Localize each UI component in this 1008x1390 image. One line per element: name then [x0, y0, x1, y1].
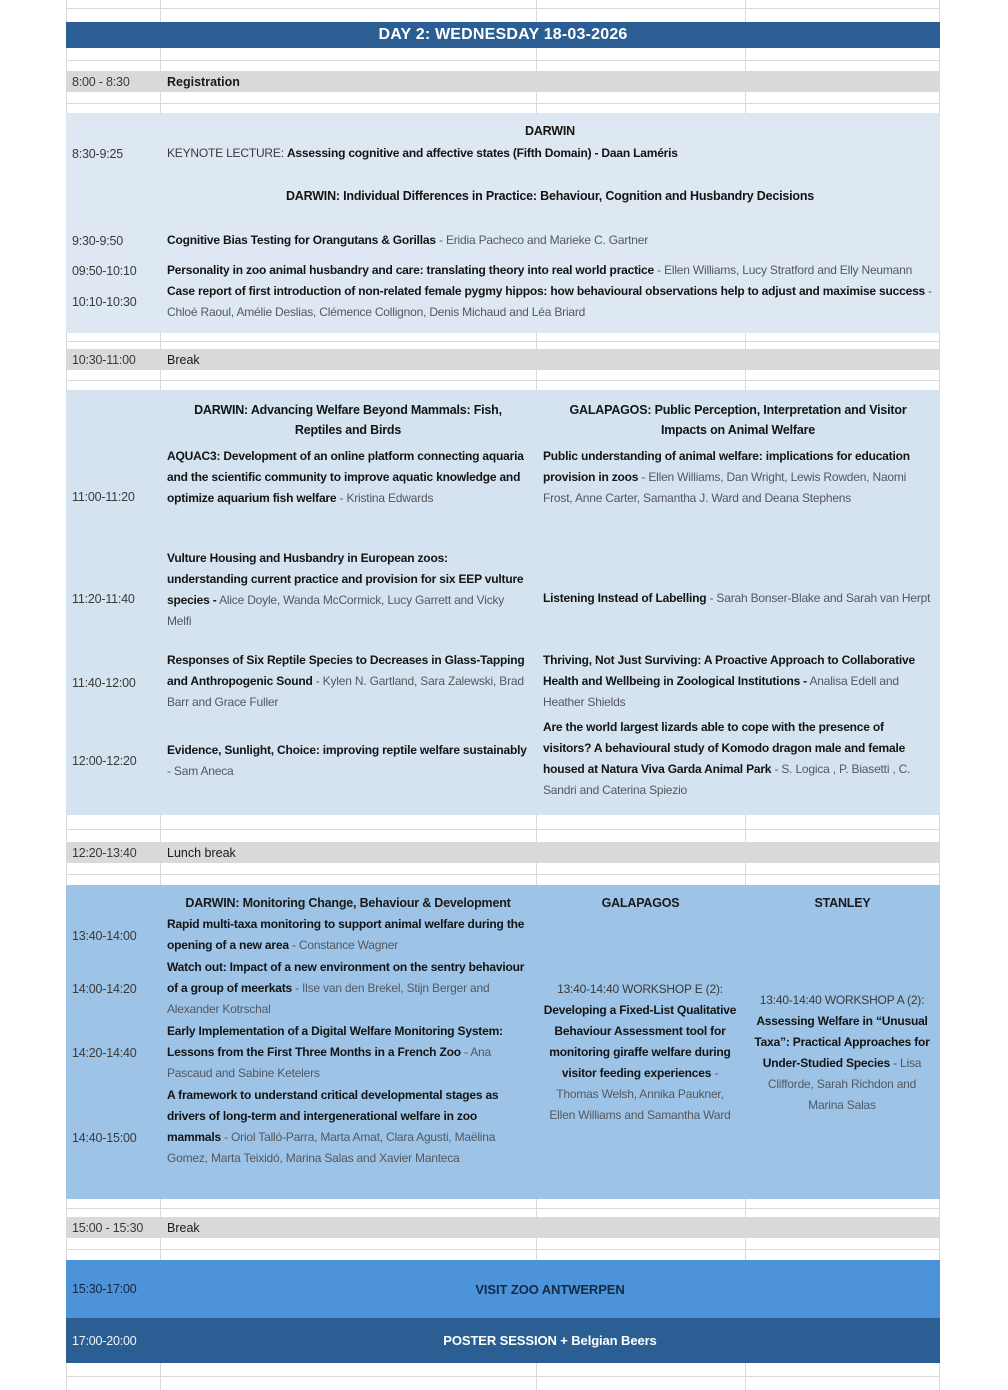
talk-row: [66, 650, 940, 716]
grid-spacer-top-2: [66, 9, 940, 22]
workshop-title: Developing a Fixed-List Qualitative Behaviour Assessment tool for monitoring giraffe welfare during visitor feeding experiences: [543, 1003, 737, 1080]
room-name-stanley: STANLEY: [814, 896, 871, 910]
talk-title: Are the world largest lizards able to cope with the presence of visitors? A behavioural study of Komodo dragon male and female housed at Natura Viva Garda Animal Park: [543, 720, 906, 776]
time-cell: 09:50-10:10: [72, 263, 137, 278]
session-headers-row: [66, 400, 940, 440]
talk-galapagos: [536, 650, 940, 716]
time-cell: 10:10-10:30: [72, 295, 137, 309]
grid-spacer: [66, 1238, 940, 1260]
day-header-banner: [66, 22, 940, 48]
break-row-afternoon: [66, 1217, 940, 1238]
time-cell: 15:30-17:00: [72, 1282, 137, 1296]
workshop-prefix: 13:40-14:40 WORKSHOP A (2):: [759, 992, 925, 1007]
talk-row: [66, 717, 940, 805]
grid-spacer: [66, 333, 940, 349]
talk-darwin: [160, 957, 536, 1021]
time-cell: 8:30-9:25: [72, 146, 124, 161]
grid-spacer-top-1: [66, 0, 940, 9]
talk-authors: - Ellen Williams, Lucy Stratford and Elly Neumann: [657, 263, 913, 277]
session-title-individual-differences: DARWIN: Individual Differences in Practice: Behaviour, Cognition and Husbandry Decisions: [285, 189, 815, 203]
talk-authors: - Oriol Talló-Parra, Marta Amat, Clara Agusti, Maëlina Gomez, Marta Teixidó, Marina Salas and Xavier Manteca: [167, 1130, 496, 1165]
time-cell: 14:00-14:20: [72, 982, 137, 996]
poster-session-label: POSTER SESSION + Belgian Beers: [443, 1333, 657, 1348]
talk-title: Rapid multi-taxa monitoring to support animal welfare during the opening of a new area: [167, 917, 525, 952]
time-cell: 10:30-11:00: [72, 352, 136, 367]
keynote-row: [66, 143, 940, 164]
time-cell: 14:40-15:00: [72, 1131, 137, 1145]
workshop-prefix: 13:40-14:40 WORKSHOP E (2):: [557, 982, 723, 996]
workshop-authors: - Thomas Welsh, Annika Paukner, Ellen Williams and Samantha Ward: [549, 1066, 731, 1122]
time-cell: 13:40-14:00: [72, 928, 137, 943]
talk-authors: - Kristina Edwards: [339, 491, 434, 505]
grid-spacer: [66, 1199, 940, 1217]
grid-spacer: [66, 48, 940, 71]
talk-authors: - Sarah Bonser-Blake and Sarah van Herpt: [709, 591, 931, 605]
talk-title: A framework to understand critical developmental stages as drivers of long-term and intergenerational welfare in zoo mammals: [167, 1088, 499, 1144]
room-name-darwin: DARWIN: [525, 124, 575, 138]
break-label: Break: [167, 1220, 200, 1235]
talk-row: [66, 281, 940, 323]
room-name-galapagos: GALAPAGOS: [601, 896, 680, 910]
visit-zoo-row: [66, 1260, 940, 1318]
talk-darwin: [160, 650, 536, 716]
time-cell: 15:00 - 15:30: [72, 1220, 144, 1235]
afternoon-sessions-block: [66, 885, 940, 1199]
grid-spacer-bottom-2: [66, 1377, 940, 1390]
time-cell: 8:00 - 8:30: [72, 74, 130, 89]
talk-authors: - Chloé Raoul, Amélie Deslias, Clémence Collignon, Denis Michaud and Léa Briard: [167, 284, 932, 319]
page-title: DAY 2: WEDNESDAY 18-03-2026: [378, 26, 628, 43]
morning-keynote-block: [66, 113, 940, 333]
workshop-a-cell: [745, 914, 940, 1191]
grid-spacer: [66, 92, 940, 113]
break-label: Break: [167, 352, 200, 367]
break-row-morning: [66, 349, 940, 370]
talk-title: Vulture Housing and Husbandry in European zoos: understanding current practice and provision for six EEP vulture species -: [167, 551, 524, 607]
time-cell: 17:00-20:00: [72, 1333, 137, 1348]
time-cell: 11:40-12:00: [72, 676, 136, 690]
visit-zoo-label: VISIT ZOO ANTWERPEN: [475, 1281, 625, 1297]
talk-row: [66, 446, 940, 547]
talk-title: Case report of first introduction of non-related female pygmy hippos: how behavioural observations help to adjust and maximise success: [167, 284, 926, 298]
talk-darwin: [160, 548, 536, 649]
workshop-e-cell: [536, 914, 745, 1191]
time-cell: 12:00-12:20: [72, 754, 137, 768]
talk-title: Personality in zoo animal husbandry and care: translating theory into real world practice: [167, 263, 654, 277]
registration-row: [66, 71, 940, 92]
talk-galapagos: [536, 446, 940, 547]
talk-row: [66, 230, 940, 251]
talk-darwin: [160, 446, 536, 547]
talk-authors: - Sam Aneca: [167, 764, 234, 778]
talk-authors: - Ellen Williams, Dan Wright, Lewis Rowden, Naomi Frost, Anne Carter, Samantha J. Ward and Deana Stephens: [543, 470, 907, 505]
grid-spacer-bottom-1: [66, 1363, 940, 1377]
talk-authors: - Ilse van den Brekel, Stijn Berger and Alexander Kotrschal: [167, 981, 490, 1016]
midday-sessions-block: [66, 390, 940, 815]
talk-authors: - Ana Pascaud and Sabine Ketelers: [167, 1045, 492, 1080]
talk-authors: - Constance Wagner: [291, 938, 398, 952]
session-title-darwin-beyond-mammals: DARWIN: Advancing Welfare Beyond Mammals: Fish, Reptiles and Birds: [194, 403, 502, 437]
talk-title: Cognitive Bias Testing for Orangutans & Gorillas: [167, 233, 436, 247]
talk: [160, 281, 940, 323]
session-title-galapagos-public-perception: GALAPAGOS: Public Perception, Interpretation and Visitor Impacts on Animal Welfare: [569, 403, 907, 437]
talk-authors: - Kylen N. Gartland, Sara Zalewski, Brad Barr and Grace Fuller: [167, 674, 524, 709]
lunch-break-row: [66, 842, 940, 863]
talk: [160, 260, 940, 281]
schedule-sheet: [66, 0, 940, 1390]
workshop-authors: - Lisa Clifforde, Sarah Richdon and Marina Salas: [767, 1055, 922, 1112]
keynote-talk: [160, 143, 940, 164]
registration-label: Registration: [167, 74, 240, 89]
talk-authors: Analisa Edell and Heather Shields: [543, 674, 899, 709]
talk-title: Responses of Six Reptile Species to Decreases in Glass-Tapping and Anthropogenic Sound: [167, 653, 525, 688]
talk: [160, 230, 940, 251]
talk-title: Early Implementation of a Digital Welfare Monitoring System: Lessons from the First Three Months in a French Zoo: [167, 1024, 503, 1059]
talk-title: Evidence, Sunlight, Choice: improving reptile welfare sustainably: [167, 743, 527, 757]
grid-spacer: [66, 370, 940, 390]
time-cell: 11:20-11:40: [72, 591, 135, 606]
poster-session-row: [66, 1318, 940, 1363]
talk-galapagos: [536, 717, 940, 805]
workshop-title: Assessing Welfare in “Unusual Taxa”: Practical Approaches for Under-Studied Species: [754, 1013, 930, 1070]
time-cell: 14:20-14:40: [72, 1046, 137, 1060]
talk-darwin: [160, 1085, 536, 1191]
talk-authors: - S. Logica , P. Biasetti , C. Sandri and Caterina Spiezio: [543, 762, 911, 797]
talk-title: Thriving, Not Just Surviving: A Proactive Approach to Collaborative Health and Wellbeing in Zoological Institutions -: [543, 653, 915, 688]
talk-title: Watch out: Impact of a new environment on the sentry behaviour of a group of meerkats: [167, 960, 525, 995]
talk-authors: Alice Doyle, Wanda McCormick, Lucy Garrett and Vicky Melfi: [167, 593, 505, 628]
session-title-darwin-monitoring: DARWIN: Monitoring Change, Behaviour & Development: [185, 896, 511, 910]
time-cell: 12:20-13:40: [72, 845, 137, 860]
talk-title: Assessing cognitive and affective states (Fifth Domain) - Daan Laméris: [286, 146, 678, 160]
grid-spacer: [66, 815, 940, 842]
break-label: Lunch break: [167, 845, 236, 860]
grid-spacer: [66, 863, 940, 885]
talk-galapagos: [536, 588, 940, 609]
time-cell: 9:30-9:50: [72, 233, 124, 248]
talk-row: [66, 548, 940, 649]
talk-row: [66, 260, 940, 281]
talk-darwin: [160, 914, 536, 957]
time-cell: 11:00-11:20: [72, 489, 135, 504]
keynote-prefix: KEYNOTE LECTURE:: [167, 146, 284, 160]
talk-darwin: [160, 1021, 536, 1085]
talk-darwin: [160, 740, 536, 782]
talk-title: AQUAC3: Development of an online platform connecting aquaria and the scientific community to improve aquatic knowledge and optimize aquarium fish welfare: [167, 449, 524, 505]
talk-title: Public understanding of animal welfare: implications for education provision in zoos: [543, 449, 910, 484]
talk-authors: - Eridia Pacheco and Marieke C. Gartner: [439, 233, 648, 247]
talk-title: Listening Instead of Labelling: [543, 591, 707, 605]
